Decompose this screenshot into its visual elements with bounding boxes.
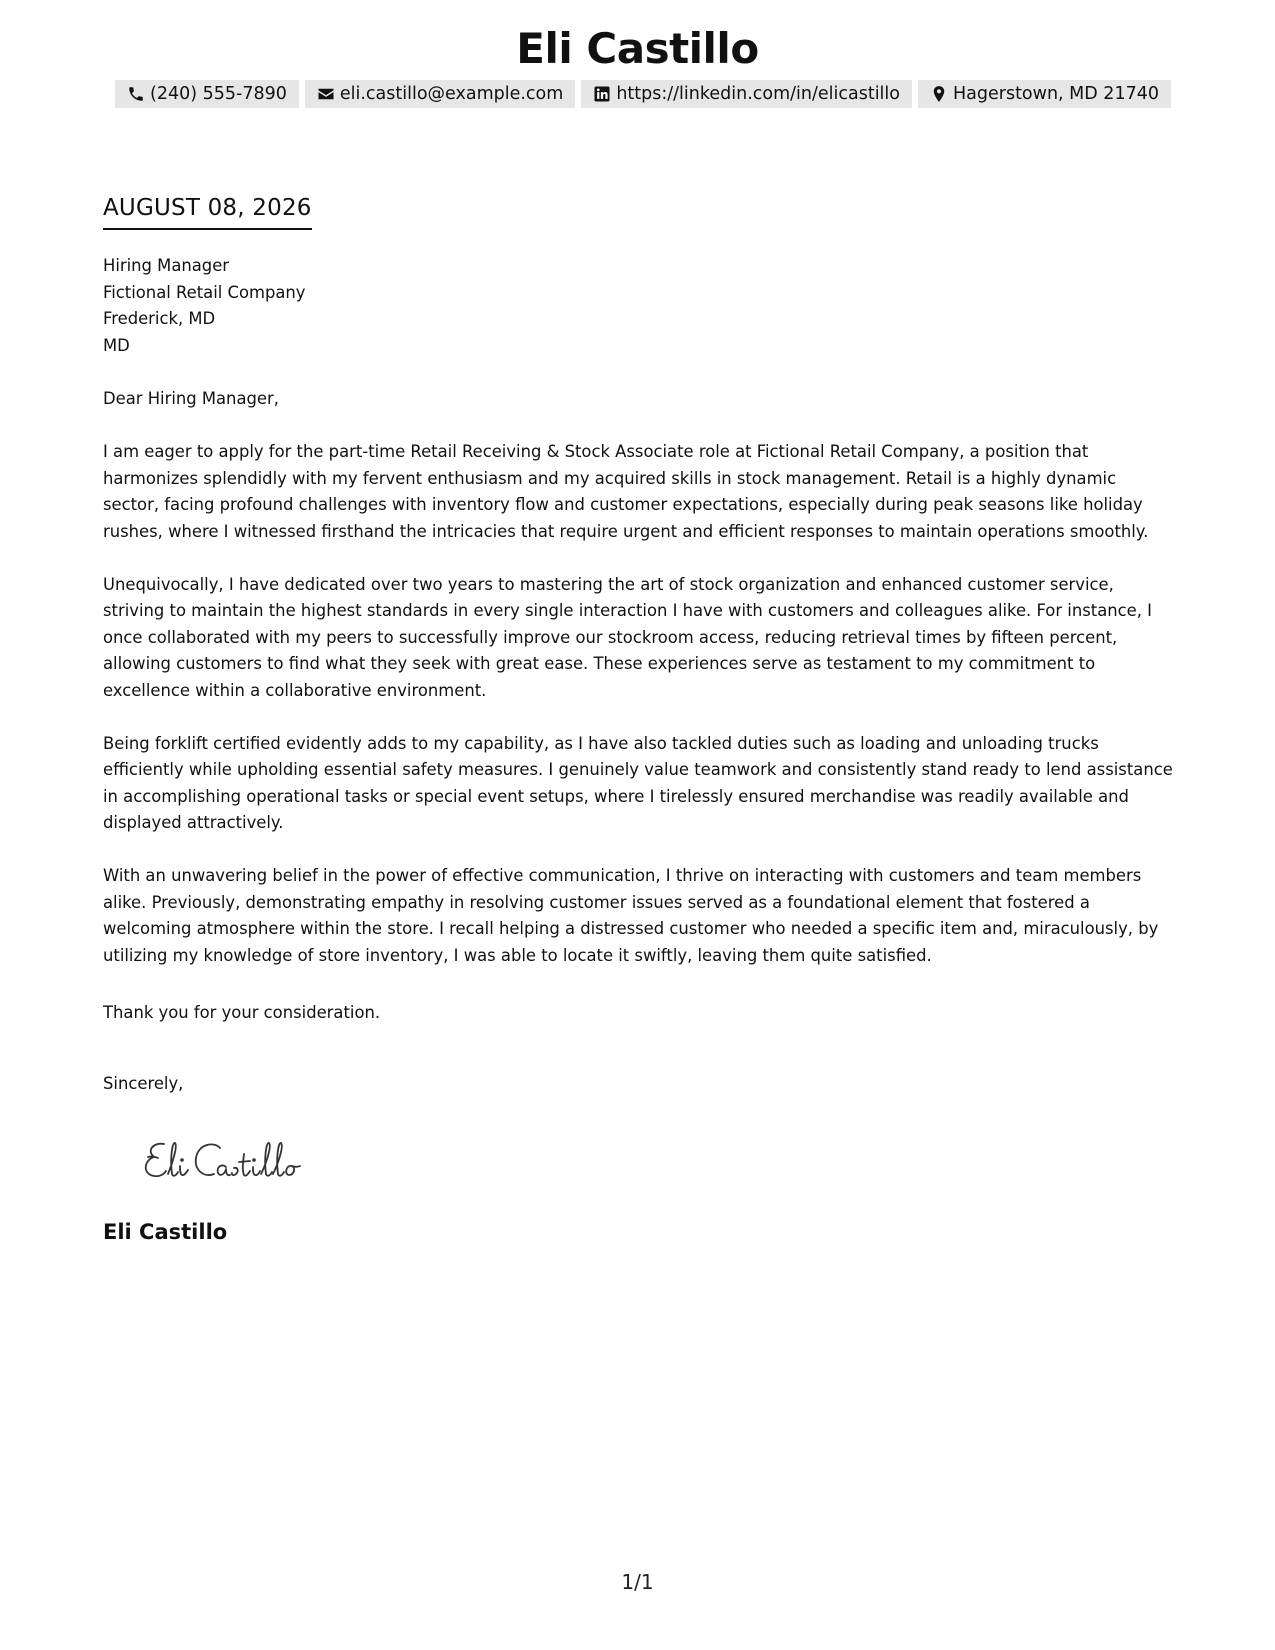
phone-chip [115, 80, 299, 108]
sender-name-heading: Eli Castillo [516, 24, 759, 73]
recipient-block [103, 253, 306, 359]
recipient-city: Frederick, MD [103, 309, 216, 328]
contact-bar [115, 80, 1160, 108]
recipient-state: MD [103, 335, 130, 355]
linkedin-text: https://linkedin.com/in/elicastillo [616, 84, 900, 104]
signoff: Sincerely, [103, 1074, 184, 1093]
location-chip [918, 80, 1171, 108]
salutation: Dear Hiring Manager, [103, 389, 279, 408]
recipient-title: Hiring Manager [103, 256, 230, 275]
body-paragraph: With an unwavering belief in the power of effective communication, I thrive on interacting with customers and team members alike. Previously, demonstrating empathy in resolving customer issues served as a foundational element that fostered a welcoming atmosphere within the store. I recall helping a distressed customer who needed a specific item and, miraculously, by utilizing my knowledge of store inventory, I was able to locate it swiftly, leaving them quite satisfied. [103, 866, 1159, 965]
page-number: 1/1 [621, 1570, 654, 1594]
email-text: eli.castillo@example.com [339, 84, 564, 104]
body-paragraph: I am eager to apply for the part-time Retail Receiving & Stock Associate role at Fictional Retail Company, a position that harmonizes splendidly with my fervent enthusiasm and my acquired skills in stock management. Retail is a highly dynamic sector, facing profound challenges with inventory flow and customer expectations, especially during peak seasons like holiday rushes, where I witnessed firsthand the intricacies that require urgent and efficient responses to maintain operations smoothly. [103, 442, 1149, 541]
letter-date: AUGUST 08, 2026 [103, 193, 312, 230]
letter-body [103, 439, 1173, 996]
closing-line: Thank you for your consideration. [103, 1003, 381, 1022]
body-paragraph: Being forklift certified evidently adds to my capability, as I have also tackled duties such as loading and unloading trucks efficiently while upholding essential safety measures. I genuinely value teamwork and consistently stand ready to lend assistance in accomplishing operational tasks or special event setups, where I tirelessly ensured merchandise was readily available and displayed attractively. [103, 733, 1173, 832]
phone-icon [127, 85, 145, 103]
map-marker-icon [930, 85, 948, 103]
linkedin-chip[interactable] [581, 80, 912, 108]
location-text: Hagerstown, MD 21740 [953, 84, 1159, 104]
email-chip[interactable] [305, 80, 575, 108]
phone-text: (240) 555-7890 [150, 84, 287, 104]
signed-name: Eli Castillo [103, 1220, 228, 1244]
recipient-company: Fictional Retail Company [103, 282, 306, 302]
handwritten-signature [142, 1130, 342, 1190]
linkedin-icon [593, 85, 611, 103]
envelope-icon [317, 85, 335, 103]
body-paragraph: Unequivocally, I have dedicated over two years to mastering the art of stock organization and enhanced customer service, striving to maintain the highest standards in every single interaction I have with customers and colleagues alike. For instance, I once collaborated with my peers to successfully improve our stockroom access, reducing retrieval times by fifteen percent, allowing customers to find what they seek with great ease. These experiences serve as testament to my commitment to excellence within a collaborative environment. [103, 574, 1152, 700]
